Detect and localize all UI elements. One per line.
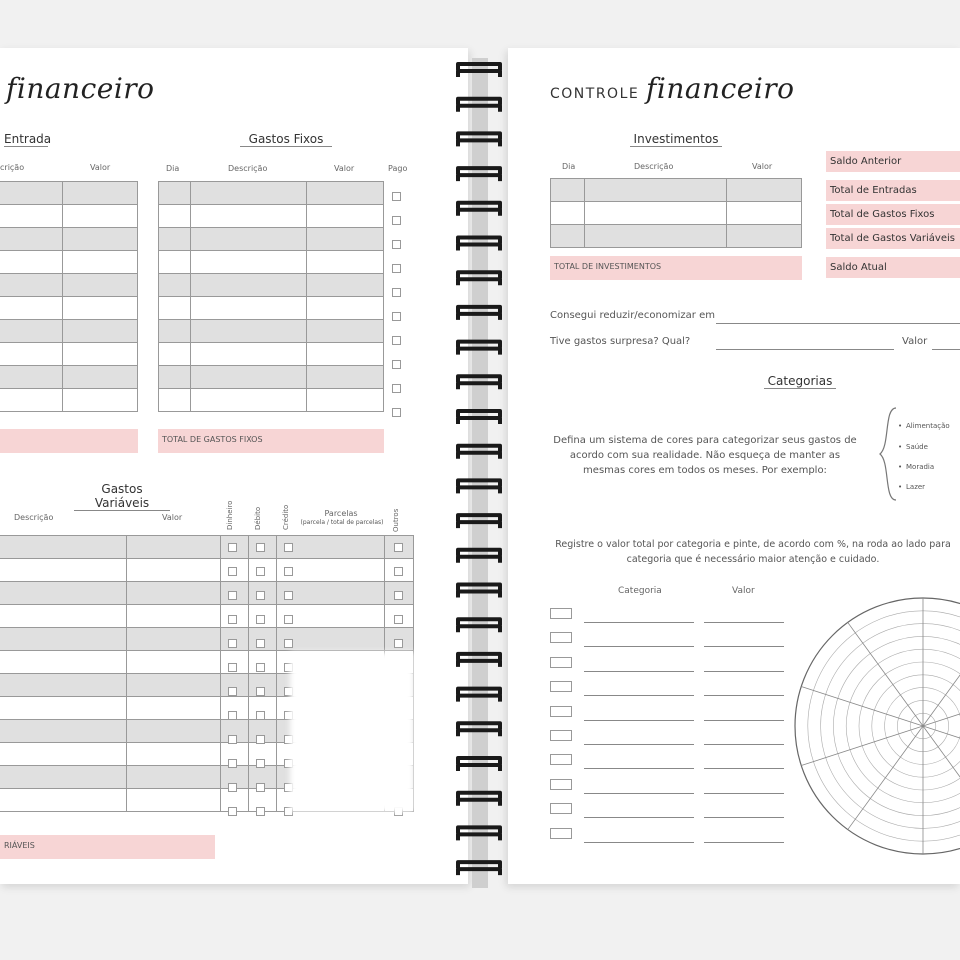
- categoria-line[interactable]: [584, 720, 694, 721]
- categoria-valor-line[interactable]: [704, 817, 784, 818]
- categoria-valor-line[interactable]: [704, 646, 784, 647]
- categoria-color-box[interactable]: [550, 608, 572, 619]
- saldo-atual-label: Saldo Atual: [826, 256, 960, 278]
- total-gastos-fixos-label: Total de Gastos Fixos: [826, 203, 960, 225]
- payment-checkbox[interactable]: [284, 615, 293, 624]
- pago-checkbox[interactable]: [392, 336, 401, 345]
- payment-checkbox[interactable]: [394, 567, 403, 576]
- gastos-variaveis-col-outros: Outros: [392, 508, 400, 532]
- payment-checkbox[interactable]: [394, 639, 403, 648]
- payment-checkbox[interactable]: [394, 615, 403, 624]
- payment-checkbox[interactable]: [256, 783, 265, 792]
- table-row: [0, 228, 138, 251]
- payment-checkbox[interactable]: [228, 759, 237, 768]
- gastos-variaveis-col-valor: Valor: [162, 513, 183, 522]
- entradas-total-bar: [0, 429, 138, 453]
- payment-checkbox[interactable]: [256, 711, 265, 720]
- wheel-ring: [795, 598, 960, 854]
- table-row: [0, 297, 138, 320]
- entradas-table: [0, 181, 138, 412]
- payment-checkbox[interactable]: [256, 759, 265, 768]
- categoria-line[interactable]: [584, 646, 694, 647]
- payment-checkbox[interactable]: [228, 615, 237, 624]
- payment-checkbox[interactable]: [228, 807, 237, 816]
- table-row: [0, 536, 414, 559]
- categoria-color-box[interactable]: [550, 681, 572, 692]
- pago-checkbox[interactable]: [392, 360, 401, 369]
- payment-checkbox[interactable]: [284, 567, 293, 576]
- categoria-color-box[interactable]: [550, 706, 572, 717]
- payment-checkbox[interactable]: [394, 591, 403, 600]
- table-row: [159, 182, 384, 205]
- categoria-line[interactable]: [584, 768, 694, 769]
- payment-checkbox[interactable]: [228, 663, 237, 672]
- pago-checkbox[interactable]: [392, 264, 401, 273]
- gastos-variaveis-total-label: RIÁVEIS: [0, 835, 215, 859]
- payment-checkbox[interactable]: [284, 591, 293, 600]
- categoria-valor-line[interactable]: [704, 744, 784, 745]
- categoria-exemplo: Lazer: [906, 483, 926, 491]
- table-row: [159, 389, 384, 412]
- table-row: [0, 582, 414, 605]
- payment-checkbox[interactable]: [284, 543, 293, 552]
- table-row: [0, 559, 414, 582]
- brace-icon: [876, 406, 900, 502]
- reduzir-label: Consegui reduzir/economizar em: [550, 310, 715, 321]
- payment-checkbox[interactable]: [256, 735, 265, 744]
- surpresa-valor-line[interactable]: [932, 349, 960, 350]
- table-row: [0, 389, 138, 412]
- categoria-color-box[interactable]: [550, 828, 572, 839]
- payment-checkbox[interactable]: [256, 615, 265, 624]
- payment-checkbox[interactable]: [228, 687, 237, 696]
- categorias-title: Categorias: [764, 374, 836, 389]
- table-row: [0, 320, 138, 343]
- payment-checkbox[interactable]: [256, 687, 265, 696]
- payment-checkbox[interactable]: [256, 639, 265, 648]
- categoria-line[interactable]: [584, 671, 694, 672]
- payment-checkbox[interactable]: [256, 663, 265, 672]
- payment-checkbox[interactable]: [228, 639, 237, 648]
- gastos-variaveis-col-parcelas-sub: (parcela / total de parcelas): [300, 519, 384, 526]
- gastos-fixos-col-descricao: Descrição: [228, 164, 268, 173]
- pago-checkbox[interactable]: [392, 408, 401, 417]
- categoria-exemplo: Alimentação: [906, 422, 950, 430]
- entradas-title: Entrada: [4, 132, 52, 146]
- categoria-color-box[interactable]: [550, 730, 572, 741]
- categoria-line[interactable]: [584, 744, 694, 745]
- payment-checkbox[interactable]: [256, 591, 265, 600]
- total-entradas-label: Total de Entradas: [826, 179, 960, 201]
- payment-checkbox[interactable]: [228, 783, 237, 792]
- reduzir-line[interactable]: [716, 323, 960, 324]
- saldo-anterior-label: Saldo Anterior: [826, 150, 960, 172]
- surpresa-label: Tive gastos surpresa? Qual?: [550, 336, 691, 347]
- investimentos-col-dia: Dia: [562, 162, 576, 171]
- pago-checkbox[interactable]: [392, 216, 401, 225]
- table-row: [159, 320, 384, 343]
- table-row: [0, 274, 138, 297]
- payment-checkbox[interactable]: [228, 591, 237, 600]
- categoria-line[interactable]: [584, 622, 694, 623]
- table-row: [159, 274, 384, 297]
- investimentos-total-label: TOTAL DE INVESTIMENTOS: [550, 256, 802, 280]
- entradas-col-valor: Valor: [90, 163, 111, 172]
- categoria-valor-line[interactable]: [704, 768, 784, 769]
- gastos-fixos-col-valor: Valor: [334, 164, 355, 173]
- gastos-fixos-total-label: TOTAL DE GASTOS FIXOS: [158, 429, 384, 453]
- categoria-color-box[interactable]: [550, 632, 572, 643]
- table-row: [551, 202, 802, 225]
- investimentos-col-valor: Valor: [752, 162, 773, 171]
- surpresa-valor-label: Valor: [902, 336, 928, 347]
- payment-checkbox[interactable]: [284, 639, 293, 648]
- payment-checkbox[interactable]: [228, 567, 237, 576]
- right-title-caps: CONTROLE: [550, 86, 640, 102]
- white-patch: [290, 652, 414, 812]
- table-row: [0, 251, 138, 274]
- table-row: [159, 297, 384, 320]
- categoria-exemplo: Moradia: [906, 463, 935, 471]
- investimentos-title: Investimentos: [630, 132, 722, 147]
- gastos-fixos-table: [158, 181, 384, 412]
- gastos-variaveis-col-credito: Crédito: [282, 504, 290, 530]
- categoria-color-box[interactable]: [550, 803, 572, 814]
- categoria-line[interactable]: [584, 842, 694, 843]
- right-title-script: financeiro: [646, 72, 795, 105]
- categorias-instructions: Registre o valor total por categoria e pinte, de acordo com %, na roda ao lado para categoria que é necessário maior atenção e cuidado.: [555, 539, 951, 565]
- table-row: [0, 605, 414, 628]
- payment-checkbox[interactable]: [228, 543, 237, 552]
- categoria-valor-line[interactable]: [704, 842, 784, 843]
- table-row: [159, 366, 384, 389]
- gastos-fixos-title: Gastos Fixos: [240, 132, 332, 147]
- table-row: [159, 343, 384, 366]
- payment-checkbox[interactable]: [394, 543, 403, 552]
- gastos-variaveis-col-parcelas: Parcelas: [324, 509, 358, 518]
- categorias-col-valor: Valor: [732, 586, 755, 596]
- gastos-fixos-col-pago: Pago: [388, 164, 408, 173]
- table-row: [159, 251, 384, 274]
- gastos-fixos-col-dia: Dia: [166, 164, 180, 173]
- payment-checkbox[interactable]: [228, 735, 237, 744]
- pago-checkbox[interactable]: [392, 192, 401, 201]
- categoria-line[interactable]: [584, 817, 694, 818]
- categoria-valor-line[interactable]: [704, 720, 784, 721]
- table-row: [0, 343, 138, 366]
- gastos-variaveis-col-dinheiro: Dinheiro: [226, 500, 234, 530]
- categoria-valor-line[interactable]: [704, 793, 784, 794]
- left-title-script: financeiro: [6, 72, 155, 105]
- gastos-variaveis-col-debito: Débito: [254, 506, 262, 530]
- categoria-color-box[interactable]: [550, 657, 572, 668]
- categoria-valor-line[interactable]: [704, 671, 784, 672]
- categoria-color-box[interactable]: [550, 779, 572, 790]
- table-row: [0, 205, 138, 228]
- pago-checkbox[interactable]: [392, 240, 401, 249]
- table-row: [0, 628, 414, 651]
- categoria-exemplo: Saúde: [906, 443, 928, 451]
- entradas-col-descricao: crição: [0, 163, 25, 172]
- pago-checkbox[interactable]: [392, 384, 401, 393]
- surpresa-line[interactable]: [716, 349, 894, 350]
- pago-checkbox[interactable]: [392, 312, 401, 321]
- categoria-valor-line[interactable]: [704, 695, 784, 696]
- table-row: [551, 179, 802, 202]
- payment-checkbox[interactable]: [228, 711, 237, 720]
- left-page: [0, 48, 468, 884]
- color-wheel[interactable]: [793, 596, 960, 856]
- table-row: [159, 205, 384, 228]
- investimentos-table: [550, 178, 802, 248]
- payment-checkbox[interactable]: [256, 567, 265, 576]
- categorias-col-categoria: Categoria: [618, 586, 662, 596]
- table-row: [551, 225, 802, 248]
- gastos-variaveis-col-descricao: Descrição: [14, 513, 54, 522]
- categoria-color-box[interactable]: [550, 754, 572, 765]
- right-page: CONTROLE financeiro Investimentos Dia Descrição Valor TOTAL DE INVESTIMENTOS Saldo Anterior Total de Entradas Total de Gastos Fixos Total de Gastos Variáveis Saldo Atual Consegui reduzir/economizar em Tive gastos surpresa? Qual? Valor Categorias Defina um sistema de cores para categorizar seus gastos de acordo com sua realidade. Não esqueça de manter as mesmas cores em todos os meses. Por exemplo: Alimentação Saúde Moradia Lazer • • • • Registre o valor total por categoria e pinte, de acordo com %, na roda ao lado para categoria que é necessário maior atenção e cuidado. Categoria Valor: [508, 48, 960, 884]
- table-row: [159, 228, 384, 251]
- total-gastos-variaveis-label: Total de Gastos Variáveis: [826, 227, 960, 249]
- gastos-variaveis-title: Gastos Variáveis: [74, 482, 170, 511]
- categoria-line[interactable]: [584, 793, 694, 794]
- categoria-valor-line[interactable]: [704, 622, 784, 623]
- investimentos-col-descricao: Descrição: [634, 162, 674, 171]
- table-row: [0, 182, 138, 205]
- table-row: [0, 366, 138, 389]
- payment-checkbox[interactable]: [256, 807, 265, 816]
- categorias-description: Defina um sistema de cores para categorizar seus gastos de acordo com sua realidade. Não esqueça de manter as mesmas cores em todos os meses. Por exemplo:: [553, 435, 857, 476]
- pago-checkbox[interactable]: [392, 288, 401, 297]
- spiral-binding: [452, 58, 508, 888]
- categoria-line[interactable]: [584, 695, 694, 696]
- payment-checkbox[interactable]: [256, 543, 265, 552]
